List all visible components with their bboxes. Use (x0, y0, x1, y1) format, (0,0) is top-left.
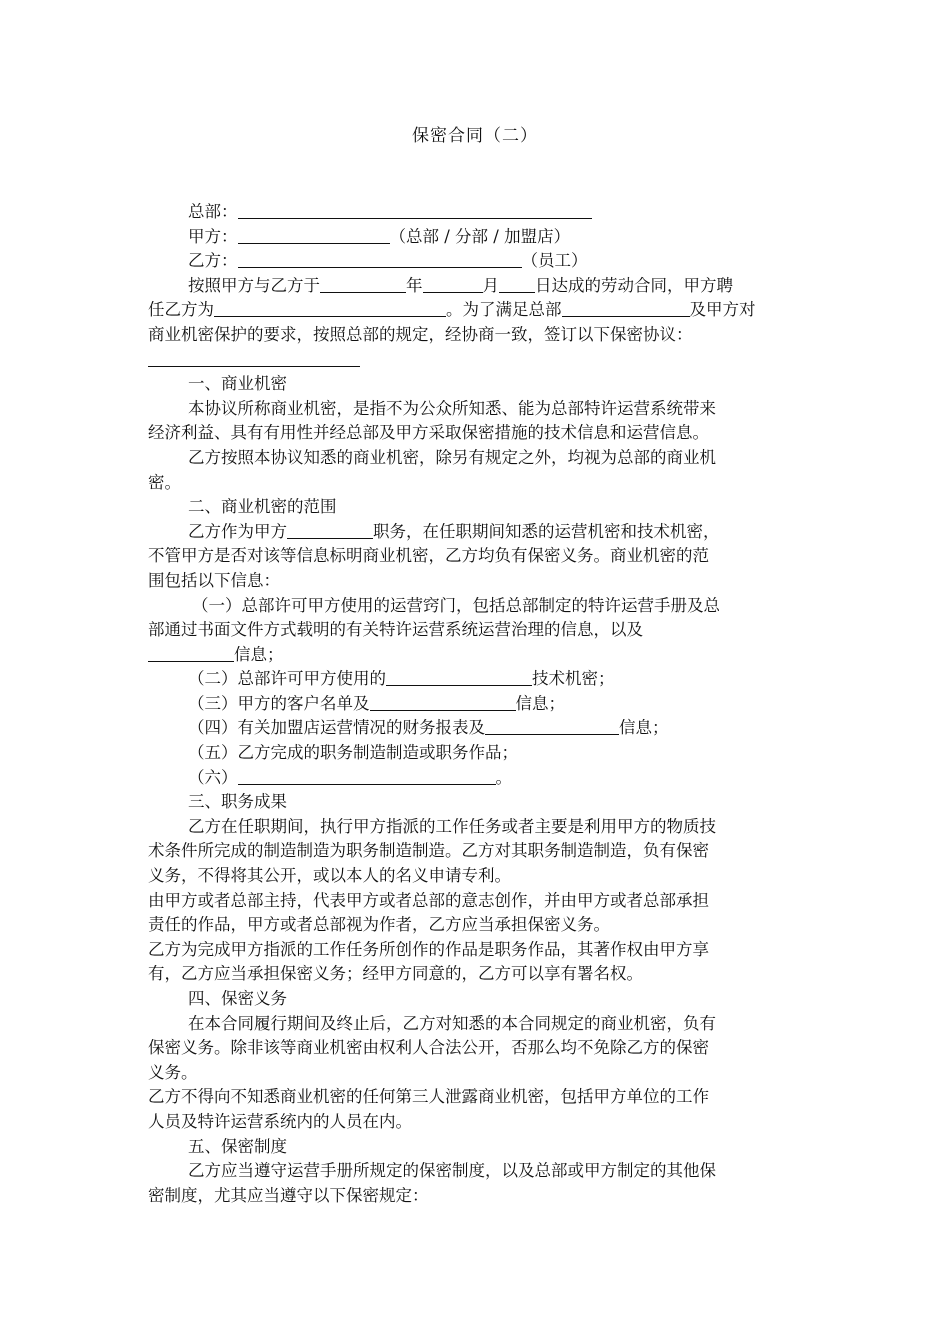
position-blank (214, 299, 446, 317)
section-4-heading: 四、保密义务 (188, 989, 287, 1008)
paragraph-text: （二）总部许可甲方使用的 (188, 669, 386, 689)
paragraph-text: 乙方作为甲方 (188, 521, 287, 541)
paragraph-line: 密制度，尤其应当遵守以下保密规定： (148, 1185, 429, 1205)
paragraph-line: 乙方为完成甲方指派的工作任务所创作的作品是职务作品，其著作权由甲方享 (148, 939, 709, 959)
paragraph-line: 义务，不得将其公开，或以本人的名义申请专利。 (148, 866, 511, 886)
list-item-4 (148, 716, 804, 741)
hq-label: 总部： (188, 202, 238, 221)
paragraph-line: 乙方在任职期间，执行甲方指派的工作任务或者主要是利用甲方的物质技 (188, 816, 716, 836)
list-item-3 (148, 692, 804, 717)
section-5-heading: 五、保密制度 (188, 1136, 287, 1156)
document-body (148, 200, 804, 1208)
paragraph-text: （三）甲方的客户名单及 (188, 693, 370, 713)
list-item-5: （五）乙方完成的职务制造制造或职务作品； (188, 743, 518, 763)
finance-info-blank (485, 717, 619, 735)
paragraph-line: 由甲方或者总部主持，代表甲方或者总部的意志创作，并由甲方或者总部承担 (148, 890, 709, 910)
paragraph-text: （四）有关加盟店运营情况的财务报表及 (188, 718, 485, 738)
duty-blank (287, 521, 373, 539)
day-blank (499, 275, 535, 293)
list-item-6 (148, 766, 804, 791)
party-b-line (148, 249, 804, 274)
list-item-1-cont: 部通过书面文件方式载明的有关特许运营系统运营治理的信息，以及 (148, 620, 643, 640)
party-a-label: 甲方： (188, 226, 238, 246)
year-blank (320, 275, 406, 293)
paragraph-line: 保密义务。除非该等商业机密由权利人合法公开，否那么均不免除乙方的保密 (148, 1038, 709, 1058)
intro-text: 月 (482, 275, 499, 295)
list-item-1-cont (148, 643, 804, 668)
paragraph-line: 乙方不得向不知悉商业机密的任何第三人泄露商业机密，包括甲方单位的工作 (148, 1087, 709, 1107)
intro-text: 。为了满足总部 (446, 300, 562, 320)
list-item-2 (148, 667, 804, 692)
paragraph-line: 人员及特许运营系统内的人员在内。 (148, 1111, 412, 1131)
paragraph-text: 技术机密； (532, 669, 615, 689)
paragraph-text: 信息； (234, 644, 284, 664)
paragraph-line: 密。 (148, 472, 181, 492)
separator-rule (148, 348, 804, 373)
document-title: 保密合同（二） (412, 126, 538, 146)
paragraph-text: 信息； (619, 718, 669, 738)
party-a-suffix: （总部 / 分部 / 加盟店） (389, 226, 571, 246)
intro-text: 日达成的劳动合同，甲方聘 (535, 275, 733, 295)
other-blank (238, 767, 496, 785)
info-blank (148, 644, 234, 662)
hq-blank (238, 201, 592, 219)
paragraph-line: 乙方按照本协议知悉的商业机密，除另有规定之外，均视为总部的商业机 (188, 447, 716, 467)
intro-line-3: 商业机密保护的要求，按照总部的规定，经协商一致，签订以下保密协议： (148, 324, 693, 344)
paragraph-text: 职务，在任职期间知悉的运营机密和技术机密， (373, 521, 720, 541)
party-a-line (148, 225, 804, 250)
paragraph-line: 有，乙方应当承担保密义务；经甲方同意的，乙方可以享有署名权。 (148, 964, 643, 984)
paragraph-line: 在本合同履行期间及终止后，乙方对知悉的本合同规定的商业机密，负有 (188, 1013, 716, 1033)
paragraph-line (148, 520, 804, 545)
paragraph-line: 责任的作品，甲方或者总部视为作者，乙方应当承担保密义务。 (148, 915, 610, 935)
month-blank (423, 275, 483, 293)
intro-text: 及甲方对 (689, 300, 756, 320)
hq-line (148, 200, 804, 225)
client-info-blank (370, 693, 516, 711)
tech-secret-blank (386, 668, 532, 686)
paragraph-text: 信息； (515, 693, 565, 713)
party-b-label: 乙方： (188, 251, 238, 271)
intro-text: 按照甲方与乙方于 (188, 275, 320, 295)
paragraph-line: 不管甲方是否对该等信息标明商业机密，乙方均负有保密义务。商业机密的范 (148, 546, 709, 566)
intro-text: 年 (406, 275, 423, 295)
intro-text: 任乙方为 (148, 300, 214, 320)
hq-name-blank (562, 299, 690, 317)
paragraph-line: 义务。 (148, 1062, 198, 1082)
paragraph-line: 本协议所称商业机密，是指不为公众所知悉、能为总部特许运营系统带来 (188, 398, 716, 418)
intro-line-2 (148, 298, 804, 323)
party-a-blank (238, 226, 390, 244)
section-3-heading: 三、职务成果 (188, 792, 287, 812)
party-b-suffix: （员工） (521, 251, 588, 271)
party-b-blank (238, 250, 522, 268)
paragraph-line: 围包括以下信息： (148, 570, 280, 590)
intro-line-1 (148, 274, 804, 299)
paragraph-line: 术条件所完成的制造制造为职务制造制造。乙方对其职务制造制造，负有保密 (148, 841, 709, 861)
paragraph-line: 乙方应当遵守运营手册所规定的保密制度，以及总部或甲方制定的其他保 (188, 1161, 716, 1181)
section-2-heading: 二、商业机密的范围 (188, 497, 337, 517)
paragraph-text: 。 (495, 767, 512, 787)
paragraph-line: 经济利益、具有有用性并经总部及甲方采取保密措施的技术信息和运营信息。 (148, 423, 709, 443)
list-item-1: （一）总部许可甲方使用的运营窍门，包括总部制定的特许运营手册及总 (192, 595, 720, 615)
section-1-heading: 一、商业机密 (188, 374, 287, 394)
paragraph-text: （六） (188, 767, 238, 787)
